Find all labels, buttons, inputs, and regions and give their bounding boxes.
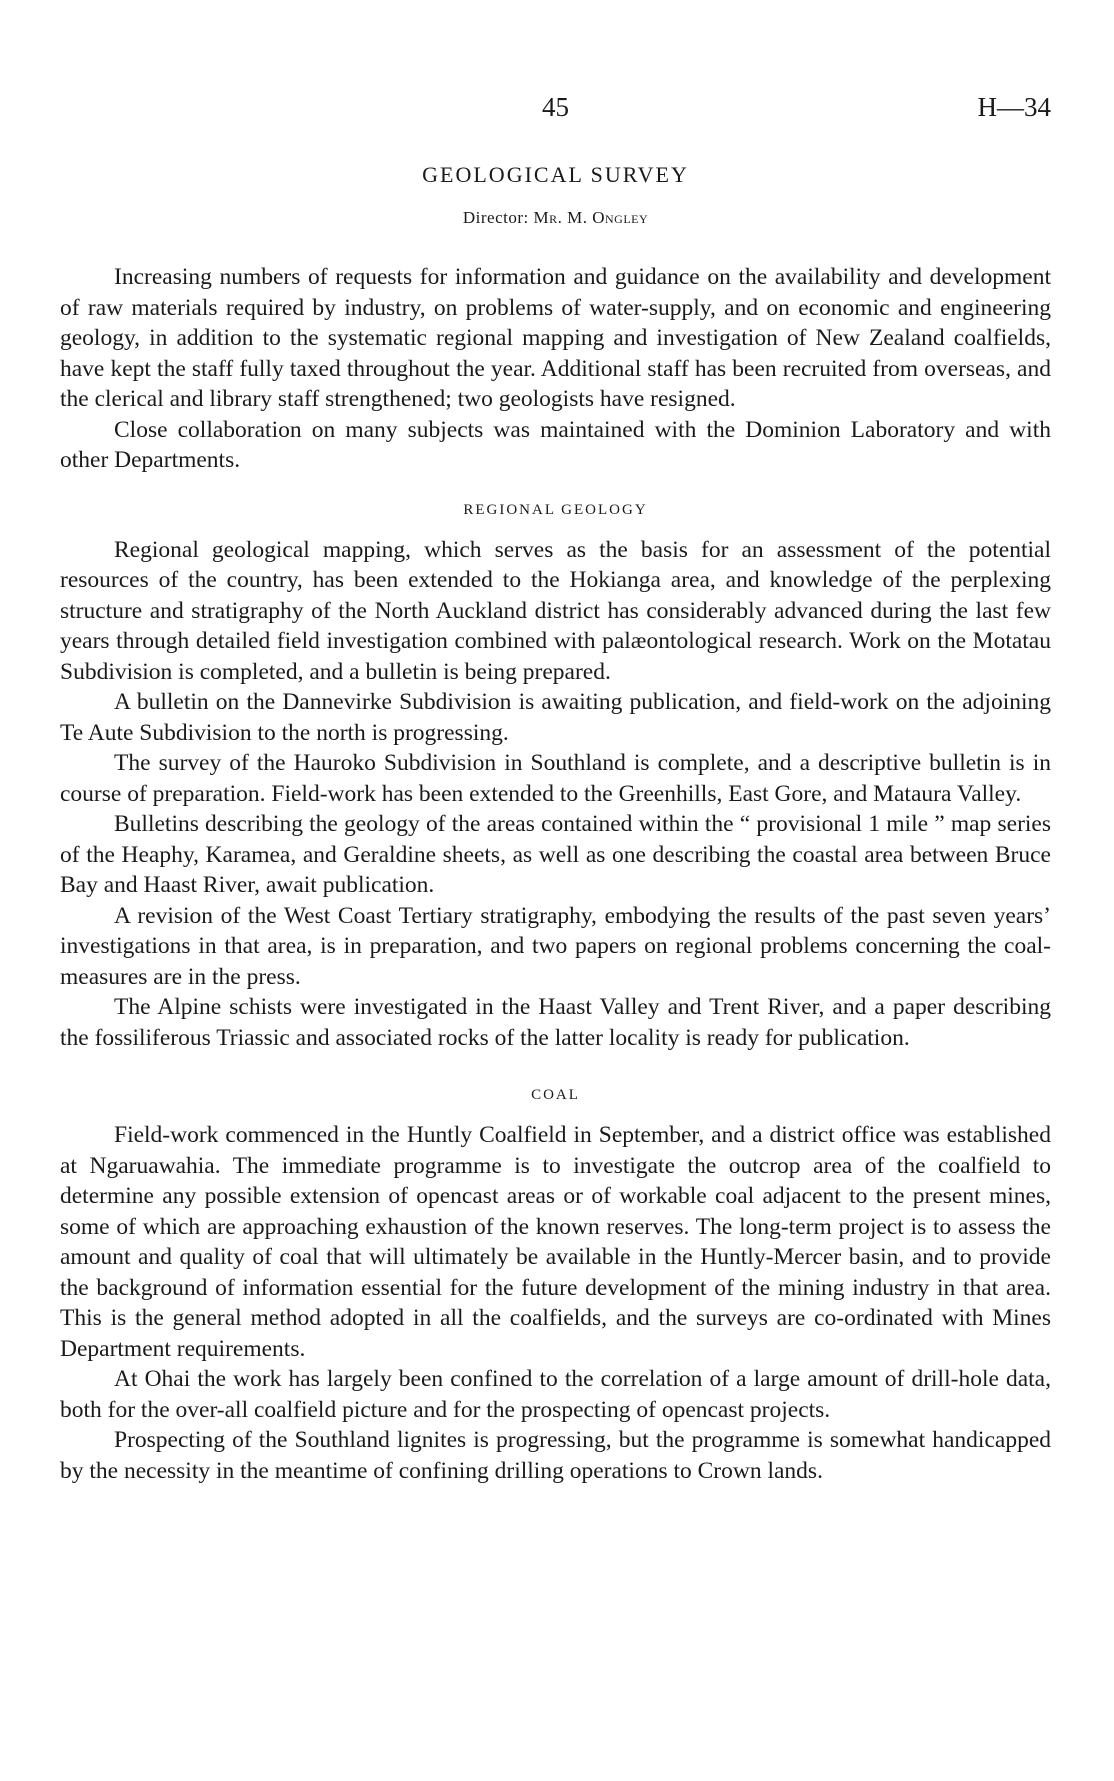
paragraph: Regional geological mapping, which serves as the basis for an assessment of the potential resources of the country, has been extended to the Hokianga area, and knowledge of the perplexing structure and stratigraphy of the North Auckland district has considerably advanced during the last few years through detailed field investigation combined with palæontological research. Work on the Motatau Subdivision is completed, and a bulletin is being prepared. bbox=[60, 536, 1051, 685]
paragraph: At Ohai the work has largely been confined to the correlation of a large amount of drill-hole data, both for the over-all coalfield picture and for the prospecting of opencast projects. bbox=[60, 1366, 1051, 1423]
document-title: GEOLOGICAL SURVEY bbox=[422, 162, 689, 187]
paper-reference: H—34 bbox=[977, 92, 1051, 122]
paragraph: Bulletins describing the geology of the areas contained within the “ provisional 1 mile ” map series of the Heaphy, Karamea, and Geraldine sheets, as well as one describing the coastal area between Bruce Bay and Haast River, await publication. bbox=[60, 811, 1051, 898]
intro-section bbox=[60, 262, 1051, 476]
page-header bbox=[60, 92, 1051, 132]
paragraph: The survey of the Hauroko Subdivision in Southland is complete, and a descriptive bulletin is in course of preparation. Field-work has been extended to the Greenhills, East Gore, and Mataura Valley. bbox=[60, 750, 1051, 807]
director-line bbox=[60, 208, 1051, 228]
document-page bbox=[60, 92, 1051, 1486]
paragraph: Close collaboration on many subjects was maintained with the Dominion Laboratory and with other Departments. bbox=[60, 416, 1051, 473]
paragraph: Prospecting of the Southland lignites is progressing, but the programme is somewhat handicapped by the necessity in the meantime of confining drilling operations to Crown lands. bbox=[60, 1427, 1051, 1484]
coal-section bbox=[60, 1120, 1051, 1486]
paragraph: A bulletin on the Dannevirke Subdivision is awaiting publication, and field-work on the adjoining Te Aute Subdivision to the north is progressing. bbox=[60, 689, 1051, 746]
page-number: 45 bbox=[542, 92, 569, 122]
paragraph: The Alpine schists were investigated in the Haast Valley and Trent River, and a paper describing the fossiliferous Triassic and associated rocks of the latter locality is ready for publication. bbox=[60, 994, 1051, 1051]
paragraph: Field-work commenced in the Huntly Coalfield in September, and a district office was established at Ngaruawahia. The immediate programme is to investigate the outcrop area of the coalfield to determine any possible extension of opencast areas or of workable coal adjacent to the present mines, some of which are approaching exhaustion of the known reserves. The long-term project is to assess the amount and quality of coal that will ultimately be available in the Huntly-Mercer basin, and to provide the background of information essential for the future development of the mining industry in that area. This is the general method adopted in all the coalfields, and the surveys are co-ordinated with Mines Department requirements. bbox=[60, 1122, 1051, 1362]
section-heading-regional-geology: REGIONAL GEOLOGY bbox=[463, 501, 648, 518]
director-label: Director: bbox=[462, 208, 529, 227]
director-name: Mr. M. Ongley bbox=[533, 208, 649, 227]
section-heading-coal: COAL bbox=[531, 1087, 580, 1103]
paragraph: Increasing numbers of requests for information and guidance on the availability and development of raw materials required by industry, on problems of water-supply, and on economic and engineering geology, in addition to the systematic regional mapping and investigation of New Zealand coalfields, have kept the staff fully taxed throughout the year. Additional staff has been recruited from overseas, and the clerical and library staff strengthened; two geologists have resigned. bbox=[60, 264, 1051, 412]
regional-geology-section bbox=[60, 535, 1051, 1054]
paragraph: A revision of the West Coast Tertiary stratigraphy, embodying the results of the past seven years’ investigations in that area, is in preparation, and two papers on regional problems concerning the coal-measures are in the press. bbox=[60, 902, 1051, 990]
